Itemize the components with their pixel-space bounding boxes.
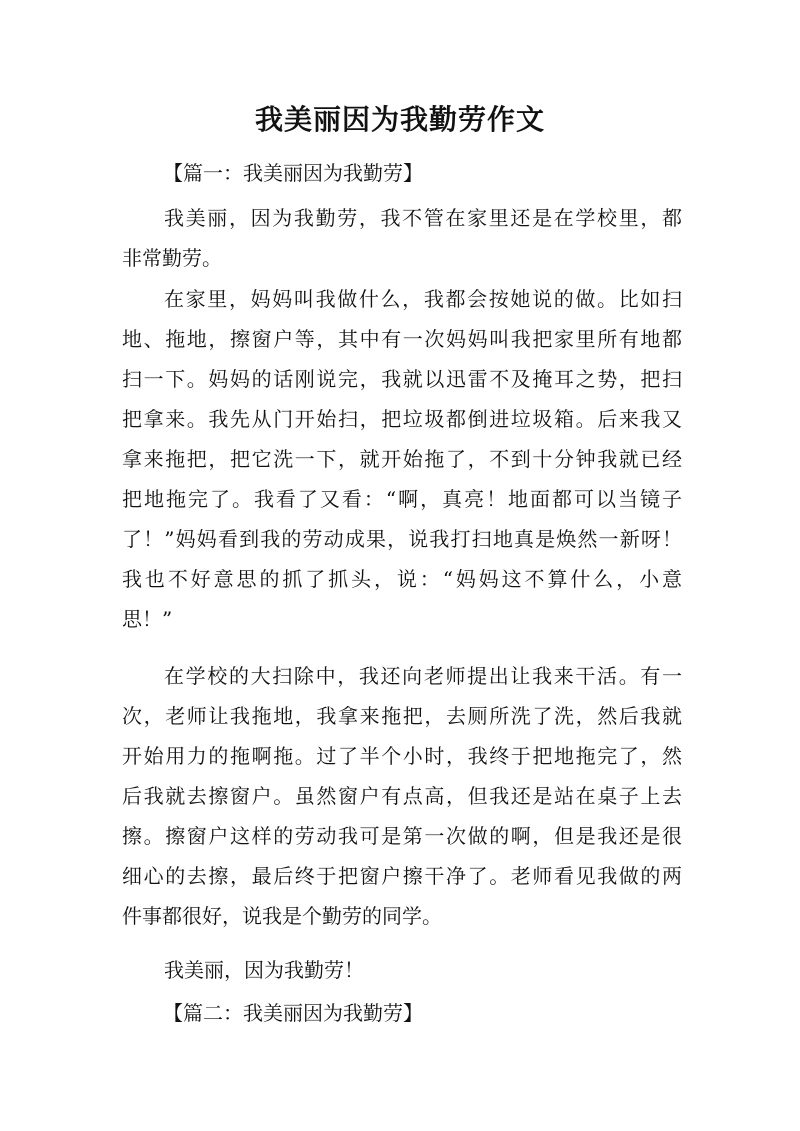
paragraph-4 xyxy=(122,950,682,990)
paragraph-line: 细心的去擦，最后终于把窗户擦干净了。老师看见我做的两 xyxy=(122,864,682,888)
paragraph-line: 非常勤劳。 xyxy=(122,246,222,270)
paragraph-line: 了！”妈妈看到我的劳动成果，说我打扫地真是焕然一新呀！ xyxy=(122,527,682,551)
paragraph-line: 思！” xyxy=(122,607,173,631)
section-heading-1: 【篇一：我美丽因为我勤劳】 xyxy=(163,161,423,185)
paragraph-line: 我也不好意思的抓了抓头，说：“妈妈这不算什么，小意 xyxy=(122,567,682,591)
paragraph-line: 把地拖完了。我看了又看：“啊，真亮！地面都可以当镜子 xyxy=(122,487,682,511)
paragraph-line: 在学校的大扫除中，我还向老师提出让我来干活。有一 xyxy=(164,664,682,688)
paragraph-line: 后我就去擦窗户。虽然窗户有点高，但我还是站在桌子上去 xyxy=(122,784,682,808)
paragraph-3 xyxy=(122,656,682,936)
paragraph-line: 次，老师让我拖地，我拿来拖把，去厕所洗了洗，然后我就 xyxy=(122,704,682,728)
paragraph-line: 我美丽，因为我勤劳，我不管在家里还是在学校里，都 xyxy=(164,206,682,230)
paragraph-line: 拿来拖把，把它洗一下，就开始拖了，不到十分钟我就已经 xyxy=(122,447,682,471)
paragraph-line: 扫一下。妈妈的话刚说完，我就以迅雷不及掩耳之势，把扫 xyxy=(122,367,682,391)
paragraph-1 xyxy=(122,198,682,278)
paragraph-line: 件事都很好，说我是个勤劳的同学。 xyxy=(122,904,442,928)
document-title: 我美丽因为我勤劳作文 xyxy=(254,103,545,136)
paragraph-line: 我美丽，因为我勤劳！ xyxy=(164,958,364,982)
paragraph-line: 在家里，妈妈叫我做什么，我都会按她说的做。比如扫 xyxy=(164,287,682,311)
paragraph-line: 地、拖地，擦窗户等，其中有一次妈妈叫我把家里所有地都 xyxy=(122,327,682,351)
paragraph-line: 开始用力的拖啊拖。过了半个小时，我终于把地拖完了，然 xyxy=(122,744,682,768)
paragraph-line: 擦。擦窗户这样的劳动我可是第一次做的啊，但是我还是很 xyxy=(122,824,682,848)
paragraph-line: 把拿来。我先从门开始扫，把垃圾都倒进垃圾箱。后来我又 xyxy=(122,407,682,431)
paragraph-2 xyxy=(122,279,682,639)
section-heading-2: 【篇二：我美丽因为我勤劳】 xyxy=(163,1001,423,1025)
